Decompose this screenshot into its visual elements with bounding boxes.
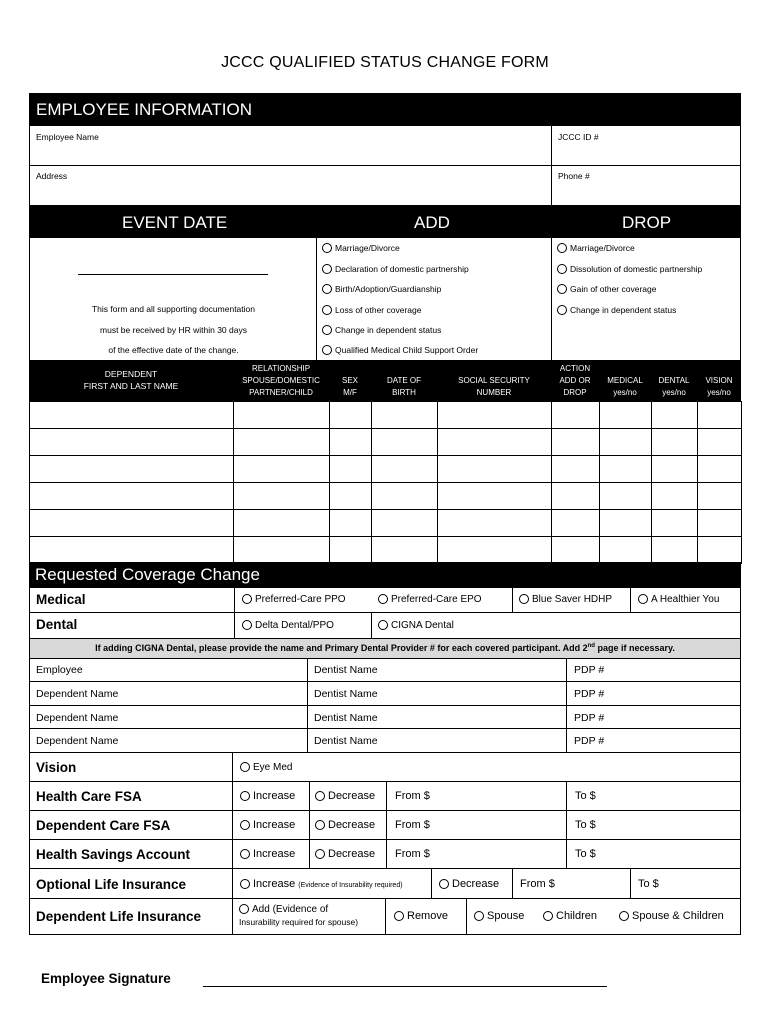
label-text: Children (556, 910, 597, 922)
col-ssn (437, 375, 551, 399)
cigna-note (30, 639, 740, 659)
label-text: M/F (343, 388, 357, 397)
label-text: Employee (36, 664, 83, 676)
radio-icon[interactable] (619, 911, 629, 921)
optional-life-row (30, 869, 740, 899)
table-row[interactable] (30, 456, 742, 483)
label-text: PARTNER/CHILD (249, 388, 313, 397)
drop-option-gain[interactable] (557, 284, 656, 294)
employee-name-label: Employee Name (36, 132, 99, 142)
hsa-from[interactable]: From $ (395, 848, 430, 860)
col-vision (697, 375, 741, 399)
medical-option-epo[interactable] (378, 594, 482, 605)
radio-icon[interactable] (543, 911, 553, 921)
optional-life-decrease[interactable] (439, 878, 499, 890)
label-text: Insurability required for spouse) (239, 917, 359, 927)
label-text: If adding CIGNA Dental, please provide the name and Primary Dental Provider # for each covered participant. Add 2 (95, 643, 588, 653)
hsa-to[interactable]: To $ (575, 848, 596, 860)
radio-icon[interactable] (638, 594, 648, 604)
dental-row (30, 613, 740, 639)
dcfsa-row (30, 811, 740, 840)
medical-row (30, 588, 740, 613)
col-relationship (233, 363, 329, 399)
medical-option-hdhp[interactable] (519, 594, 612, 605)
add-heading: ADD (414, 213, 450, 232)
col-dental (651, 375, 697, 399)
event-date-heading: EVENT DATE (122, 213, 228, 232)
label-text: Declaration of domestic partnership (335, 264, 469, 274)
table-row[interactable] (30, 537, 742, 564)
label-text: Increase (253, 819, 296, 831)
label-text: Birth/Adoption/Guardianship (335, 284, 442, 294)
radio-icon[interactable] (315, 849, 325, 859)
label-text: NUMBER (476, 388, 512, 397)
label-text: yes/no (662, 388, 686, 397)
label-text: RELATIONSHIP (251, 364, 311, 373)
address-field[interactable] (30, 166, 552, 205)
phone-label: Phone # (558, 171, 590, 181)
drop-option-status[interactable] (557, 305, 676, 315)
radio-icon[interactable] (474, 911, 484, 921)
radio-icon[interactable] (322, 243, 332, 253)
dependent-life-label: Dependent Life Insurance (36, 909, 202, 924)
label-text: Gain of other coverage (570, 284, 657, 294)
hsa-row (30, 840, 740, 869)
event-section (29, 206, 741, 361)
label-text: DATE OF (386, 376, 422, 385)
event-header-bar (30, 206, 740, 238)
dependent-life-spouse[interactable] (474, 910, 524, 922)
label-text: Marriage/Divorce (335, 243, 400, 253)
radio-icon[interactable] (378, 594, 388, 604)
label-text: Spouse (487, 910, 525, 922)
dependent-life-row (30, 899, 740, 934)
dependent-life-remove[interactable] (394, 910, 448, 922)
radio-icon[interactable] (322, 305, 332, 315)
phone-field[interactable] (552, 166, 740, 205)
medical-option-healthier[interactable] (638, 594, 719, 605)
label-text: ACTION (559, 364, 591, 373)
dcfsa-decrease[interactable] (315, 819, 375, 831)
employee-name-field[interactable] (30, 126, 552, 166)
col-action (551, 363, 599, 399)
label-text: Qualified Medical Child Support Order (335, 345, 479, 355)
hcfsa-label: Health Care FSA (36, 789, 142, 804)
label-text: Dentist Name (314, 688, 378, 700)
radio-icon[interactable] (240, 820, 250, 830)
radio-icon[interactable] (439, 879, 449, 889)
employee-info-section (29, 93, 741, 206)
dependent-table-header (29, 361, 741, 401)
provider-row-employee[interactable] (30, 659, 740, 682)
table-row[interactable] (30, 510, 742, 537)
vision-option-eyemed[interactable] (240, 762, 292, 773)
label-text: Dissolution of domestic partnership (570, 264, 703, 274)
hcfsa-to[interactable]: To $ (575, 790, 596, 802)
label-text: Eye Med (253, 762, 293, 773)
add-option-qmcso[interactable] (322, 345, 478, 355)
label-text: PDP # (574, 735, 605, 747)
label-text: Change in dependent status (570, 305, 677, 315)
drop-options-cell (552, 238, 740, 361)
radio-icon[interactable] (557, 243, 567, 253)
dental-option-delta[interactable] (242, 620, 334, 631)
label-text: Blue Saver HDHP (532, 594, 613, 605)
coverage-section (29, 588, 741, 935)
label-text: DENTAL (658, 376, 690, 385)
event-note-line2: must be received by HR within 30 days (100, 325, 247, 335)
coverage-header (29, 562, 741, 588)
label-text: SOCIAL SECURITY (458, 376, 530, 385)
radio-icon[interactable] (557, 264, 567, 274)
label-text: Increase (253, 790, 296, 802)
label-text: Dependent Name (36, 688, 119, 700)
radio-icon[interactable] (519, 594, 529, 604)
medical-label: Medical (36, 592, 86, 607)
label-text: PDP # (574, 688, 605, 700)
drop-option-dissolution[interactable] (557, 264, 702, 274)
radio-icon[interactable] (322, 264, 332, 274)
label-text: CIGNA Dental (391, 620, 454, 631)
hsa-label: Health Savings Account (36, 847, 191, 862)
radio-icon[interactable] (394, 911, 404, 921)
label-text: PDP # (574, 664, 605, 676)
dependent-life-add[interactable] (239, 903, 358, 928)
add-option-birth[interactable] (322, 284, 441, 294)
radio-icon[interactable] (239, 904, 249, 914)
table-row[interactable] (30, 429, 742, 456)
radio-icon[interactable] (242, 620, 252, 630)
address-label: Address (36, 171, 68, 181)
label-text: Increase (253, 878, 296, 890)
radio-icon[interactable] (322, 284, 332, 294)
dcfsa-to[interactable]: To $ (575, 819, 596, 831)
label-text: SPOUSE/DOMESTIC (242, 376, 320, 385)
label-text: Add (Evidence of (252, 904, 329, 915)
drop-heading: DROP (622, 213, 672, 232)
col-dependent-name (29, 368, 233, 392)
provider-row-dependent[interactable] (30, 682, 740, 706)
event-note-line3: of the effective date of the change. (108, 345, 239, 355)
radio-icon[interactable] (315, 820, 325, 830)
signature-label: Employee Signature (41, 971, 171, 986)
radio-icon[interactable] (240, 879, 250, 889)
label-text: Change in dependent status (335, 325, 442, 335)
label-text: ADD OR (559, 376, 591, 385)
label-text: yes/no (707, 388, 731, 397)
dependent-life-spouse-children[interactable] (619, 910, 724, 922)
vision-label: Vision (36, 760, 77, 775)
dcfsa-increase[interactable] (240, 819, 295, 831)
add-option-status[interactable] (322, 325, 441, 335)
add-options-cell (317, 238, 552, 361)
radio-icon[interactable] (242, 594, 252, 604)
dcfsa-label: Dependent Care FSA (36, 818, 171, 833)
label-text: Dependent Name (36, 712, 119, 724)
col-medical (599, 375, 651, 399)
label-text: BIRTH (392, 388, 416, 397)
optional-life-increase[interactable] (240, 878, 403, 890)
label-text: Dentist Name (314, 664, 378, 676)
label-text: (Evidence of Insurability required) (298, 882, 403, 889)
dcfsa-from[interactable]: From $ (395, 819, 430, 831)
label-text: Remove (407, 910, 448, 922)
label-text: DROP (563, 388, 587, 397)
label-text: Preferred-Care PPO (255, 594, 346, 605)
radio-icon[interactable] (322, 345, 332, 355)
label-text: Dentist Name (314, 735, 378, 747)
radio-icon[interactable] (240, 762, 250, 772)
form-title: JCCC QUALIFIED STATUS CHANGE FORM (221, 54, 549, 71)
optional-life-from[interactable]: From $ (520, 878, 555, 890)
employee-info-header: EMPLOYEE INFORMATION (30, 94, 740, 126)
label-text: SEX (341, 376, 358, 385)
hsa-increase[interactable] (240, 848, 295, 860)
hcfsa-row (30, 782, 740, 811)
optional-life-label: Optional Life Insurance (36, 877, 187, 892)
event-note-line1: This form and all supporting documentation (91, 304, 255, 314)
optional-life-to[interactable]: To $ (638, 878, 659, 890)
table-row[interactable] (30, 402, 742, 429)
drop-option-marriage[interactable] (557, 243, 635, 253)
col-sex (329, 375, 371, 399)
dependent-table (29, 401, 742, 564)
label-text: VISION (705, 376, 733, 385)
hcfsa-decrease[interactable] (315, 790, 375, 802)
radio-icon[interactable] (557, 284, 567, 294)
label-text: MEDICAL (607, 376, 643, 385)
label-text: nd (587, 643, 595, 649)
label-text: page if necessary. (594, 643, 675, 653)
add-option-loss[interactable] (322, 305, 421, 315)
radio-icon[interactable] (240, 791, 250, 801)
dependent-life-children[interactable] (543, 910, 597, 922)
medical-option-ppo[interactable] (242, 594, 346, 605)
label-text: PDP # (574, 712, 605, 724)
label-text: Dentist Name (314, 712, 378, 724)
event-date-cell (30, 238, 317, 361)
label-text: Spouse & Children (632, 910, 724, 922)
label-text: Decrease (452, 878, 500, 890)
label-text: Delta Dental/PPO (255, 620, 334, 631)
vision-row (30, 753, 740, 782)
dental-option-cigna[interactable] (378, 620, 454, 631)
label-text: Increase (253, 848, 296, 860)
label-text: Preferred-Care EPO (391, 594, 482, 605)
radio-icon[interactable] (315, 791, 325, 801)
provider-row-dependent[interactable] (30, 729, 740, 753)
radio-icon[interactable] (322, 325, 332, 335)
col-dob (371, 375, 437, 399)
add-option-domestic[interactable] (322, 264, 469, 274)
hcfsa-increase[interactable] (240, 790, 295, 802)
add-option-marriage[interactable] (322, 243, 400, 253)
label-text: Marriage/Divorce (570, 243, 635, 253)
jccc-id-field[interactable] (552, 126, 740, 166)
event-date-line[interactable] (78, 274, 268, 275)
coverage-header-title: Requested Coverage Change (35, 565, 260, 584)
hsa-decrease[interactable] (315, 848, 375, 860)
radio-icon[interactable] (557, 305, 567, 315)
label-text: DEPENDENT (104, 369, 158, 379)
table-row[interactable] (30, 483, 742, 510)
dental-label: Dental (36, 617, 78, 632)
label-text: A Healthier You (651, 594, 720, 605)
label-text: Dependent Name (36, 735, 119, 747)
label-text: FIRST AND LAST NAME (83, 381, 179, 391)
label-text: Decrease (328, 819, 376, 831)
signature-line[interactable] (203, 986, 607, 987)
label-text: Decrease (328, 790, 376, 802)
label-text: Decrease (328, 848, 376, 860)
hcfsa-from[interactable]: From $ (395, 790, 430, 802)
radio-icon[interactable] (240, 849, 250, 859)
label-text: yes/no (613, 388, 637, 397)
label-text: Loss of other coverage (335, 305, 422, 315)
provider-row-dependent[interactable] (30, 706, 740, 729)
radio-icon[interactable] (378, 620, 388, 630)
jccc-id-label: JCCC ID # (558, 132, 599, 142)
